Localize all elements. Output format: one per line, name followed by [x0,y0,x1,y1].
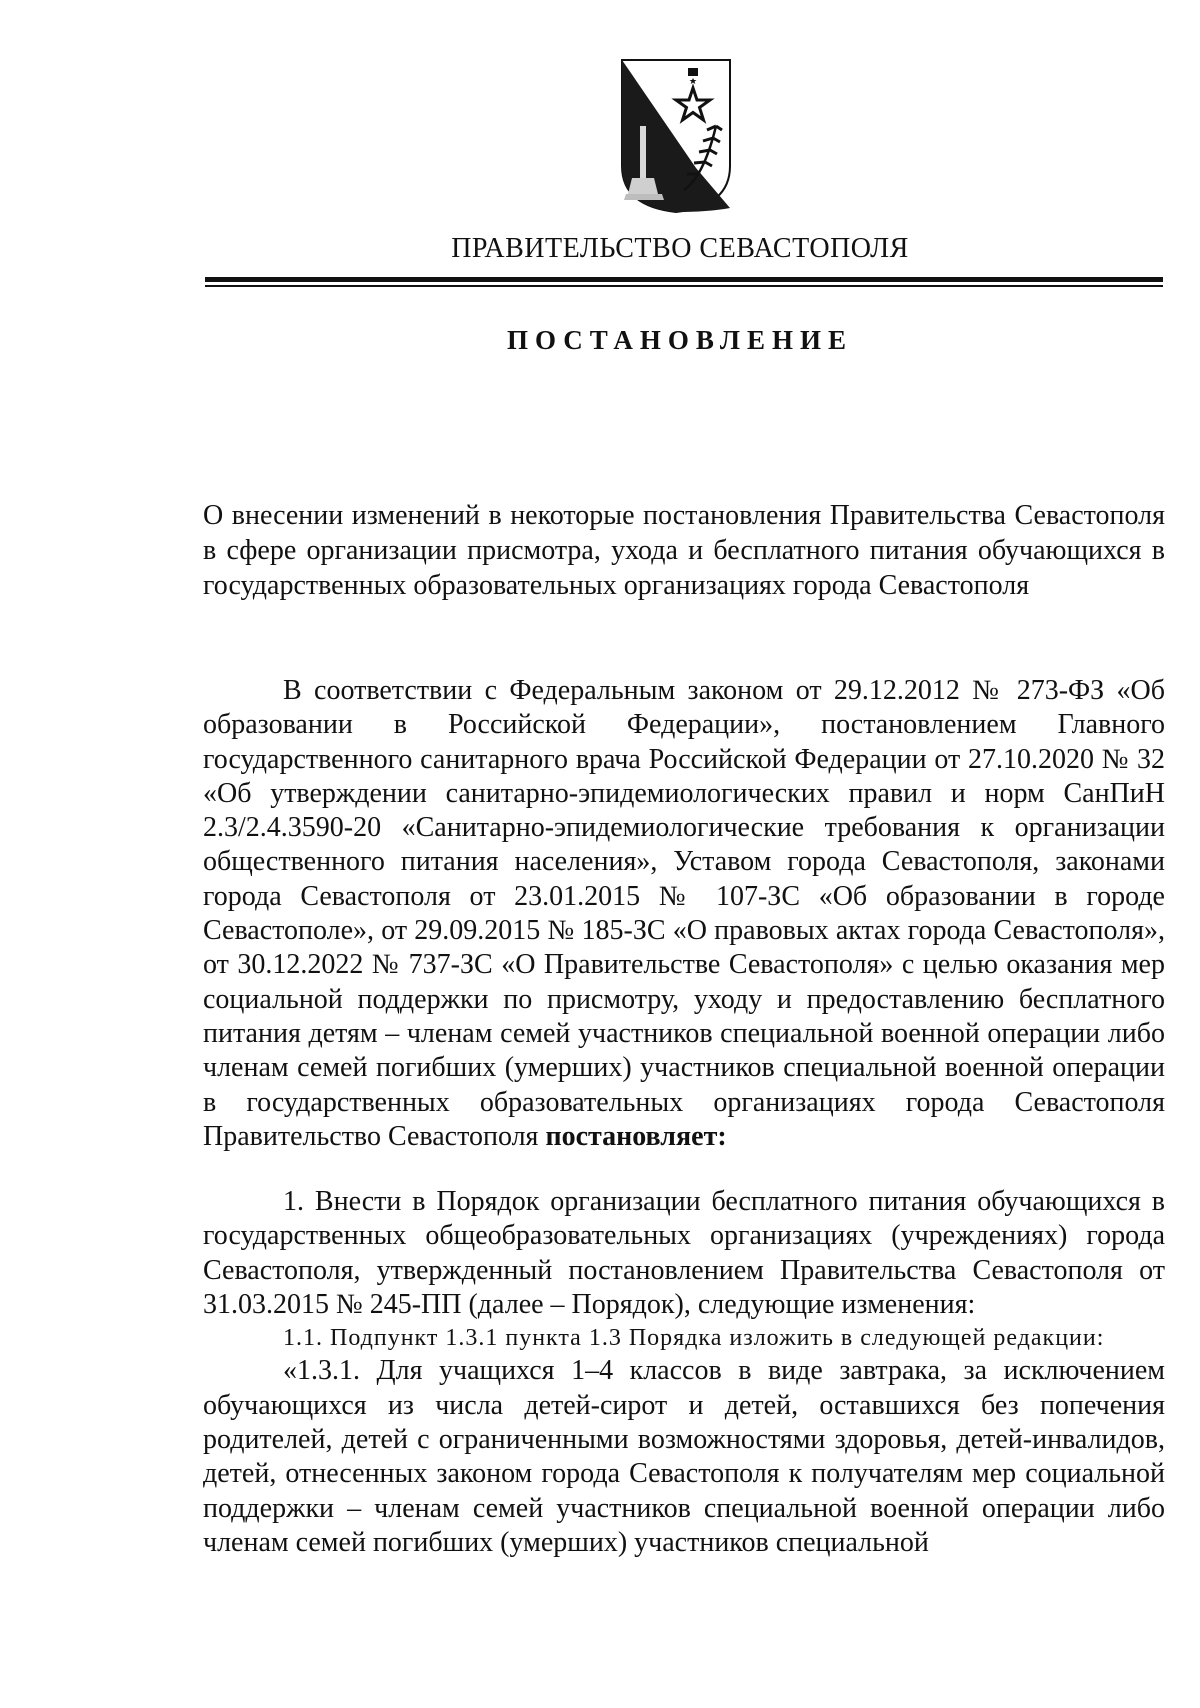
preamble-text: В соответствии с Федеральным законом от 29.12.2012 № 273-ФЗ «Об образовании в Российской Федерации», постановлением Главного государственного санитарного врача Российской Федерации от 27.10.2020 № 32 «Об утверждении санитарно-эпидемиологических правил и норм СанПиН 2.3/2.4.3590-20 «Санитарно-эпидемиологические требования к организации общественного питания населения», Уставом города Севастополя, законами города Севастополя от 23.01.2015 № 107-ЗС «Об образовании в городе Севастополе», от 29.09.2015 № 185-ЗС «О правовых актах города Севастополя», от 30.12.2022 № 737-ЗС «О Правительстве Севастополя» с целью оказания мер социальной поддержки по присмотру, уходу и предоставлению бесплатного питания детям – членам семей участников специальной военной операции либо членам семей погибших (умерших) участников специальной военной операции в государственных образовательных организациях города Севастополя Правительство Севастополя [203,675,1165,1152]
header-rule-thick [205,277,1163,282]
item-1-paragraph: 1. Внести в Порядок организации бесплатного питания обучающихся в государственных общеобразовательных организациях (учреждениях) города Севастополя, утвержденный постановлением Правительства Севастополя от 31.03.2015 № 245-ПП (далее – Порядок), следующие изменения: [203,1186,1165,1321]
preamble-paragraph [203,674,1165,1154]
document-type-title: ПОСТАНОВЛЕНИЕ [506,325,854,355]
document-subject: О внесении изменений в некоторые постановления Правительства Севастополя в сфере организации присмотра, ухода и бесплатного питания обучающихся в государственных образовательных организациях города Севастополя [203,500,1165,601]
item-1-1-paragraph: 1.1. Подпункт 1.3.1 пункта 1.3 Порядка изложить в следующей редакции: [283,1325,1105,1352]
organization-name: ПРАВИТЕЛЬСТВО СЕВАСТОПОЛЯ [451,233,909,264]
document-body [203,674,1165,1560]
item-1-3-1-paragraph: «1.3.1. Для учащихся 1–4 классов в виде завтрака, за исключением обучающихся из числа детей-сирот и детей, оставшихся без попечения родителей, детей с ограниченными возможностями здоровья, детей-инвалидов, детей, отнесенных законом города Севастополя к получателям мер социальной поддержки – членам семей участников специальной военной операции либо членам семей погибших (умерших) участников специальной [203,1355,1165,1558]
header-rule-thin [205,285,1163,287]
resolves-word: постановляет: [545,1120,727,1152]
coat-of-arms-icon [618,56,740,214]
